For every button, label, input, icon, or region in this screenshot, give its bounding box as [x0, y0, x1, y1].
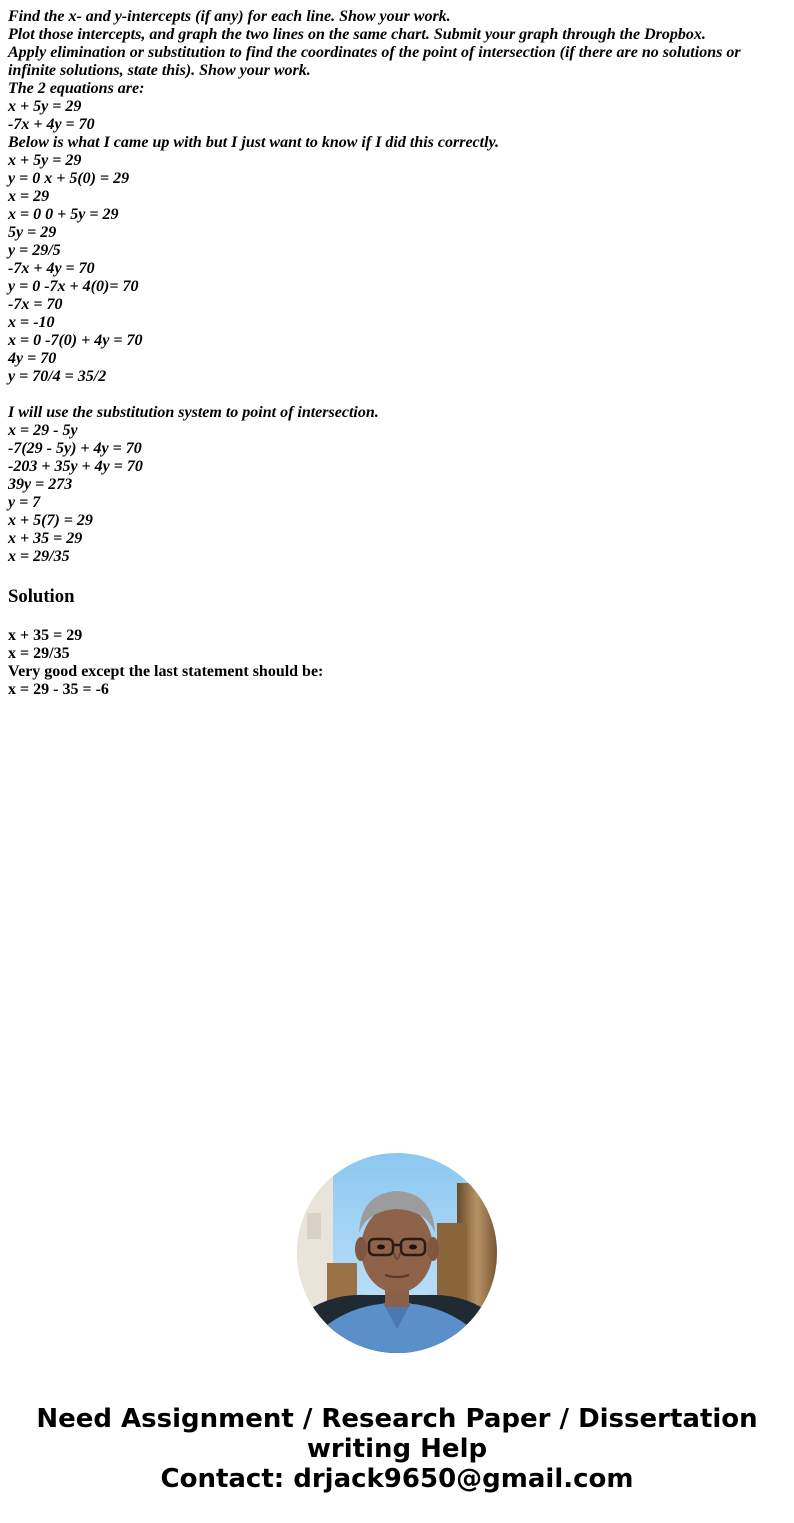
work-line: x + 35 = 29 [8, 530, 83, 547]
equation-line: -7x + 4y = 70 [8, 116, 95, 133]
work-line: I will use the substitution system to point of intersection. [8, 404, 379, 421]
work-line: y = 0 x + 5(0) = 29 [8, 170, 130, 187]
person-photo-icon [297, 1153, 497, 1353]
work-line: x = -10 [8, 314, 55, 331]
question-line: Find the x- and y-intercepts (if any) for each line. Show your work. [8, 8, 451, 25]
solution-line: x = 29/35 [8, 645, 70, 662]
work-line: -7(29 - 5y) + 4y = 70 [8, 440, 142, 457]
solution-line: x = 29 - 35 = -6 [8, 681, 109, 698]
work-line: x + 5y = 29 [8, 152, 82, 169]
work-line: x = 29/35 [8, 548, 70, 565]
footer-line: Need Assignment / Research Paper / Dissertation [36, 1404, 758, 1434]
solution-heading: Solution [8, 586, 75, 607]
question-line: The 2 equations are: [8, 80, 145, 97]
work-line: x = 29 [8, 188, 50, 205]
footer-line: writing Help [306, 1434, 488, 1464]
work-line: y = 29/5 [8, 242, 61, 259]
blank-line [8, 386, 778, 404]
work-line: x = 0 -7(0) + 4y = 70 [8, 332, 143, 349]
work-line: y = 70/4 = 35/2 [8, 368, 107, 385]
work-line: 5y = 29 [8, 224, 57, 241]
work-line: x = 29 - 5y [8, 422, 78, 439]
work-line: y = 7 [8, 494, 41, 511]
work-line: -7x + 4y = 70 [8, 260, 95, 277]
contact-email: Contact: drjack9650@gmail.com [160, 1464, 634, 1494]
question-block [8, 8, 778, 566]
solution-line: x + 35 = 29 [8, 627, 83, 644]
work-line: -7x = 70 [8, 296, 63, 313]
work-line: x + 5(7) = 29 [8, 512, 93, 529]
question-line: Below is what I came up with but I just want to know if I did this correctly. [8, 134, 500, 151]
question-line: Apply elimination or substitution to find the coordinates of the point of intersection (if there are no solutions or infinite solutions, state this). Show your work. [8, 44, 745, 79]
document-body [8, 8, 778, 699]
solution-line: Very good except the last statement should be: [8, 663, 324, 680]
equation-line: x + 5y = 29 [8, 98, 82, 115]
work-line: y = 0 -7x + 4(0)= 70 [8, 278, 139, 295]
solution-block [8, 627, 778, 699]
work-line: x = 0 0 + 5y = 29 [8, 206, 119, 223]
work-line: -203 + 35y + 4y = 70 [8, 458, 143, 475]
work-line: 4y = 70 [8, 350, 57, 367]
contact-footer [0, 1404, 794, 1494]
work-line: 39y = 273 [8, 476, 73, 493]
question-line: Plot those intercepts, and graph the two lines on the same chart. Submit your graph through the Dropbox. [8, 26, 706, 43]
avatar [297, 1153, 497, 1353]
